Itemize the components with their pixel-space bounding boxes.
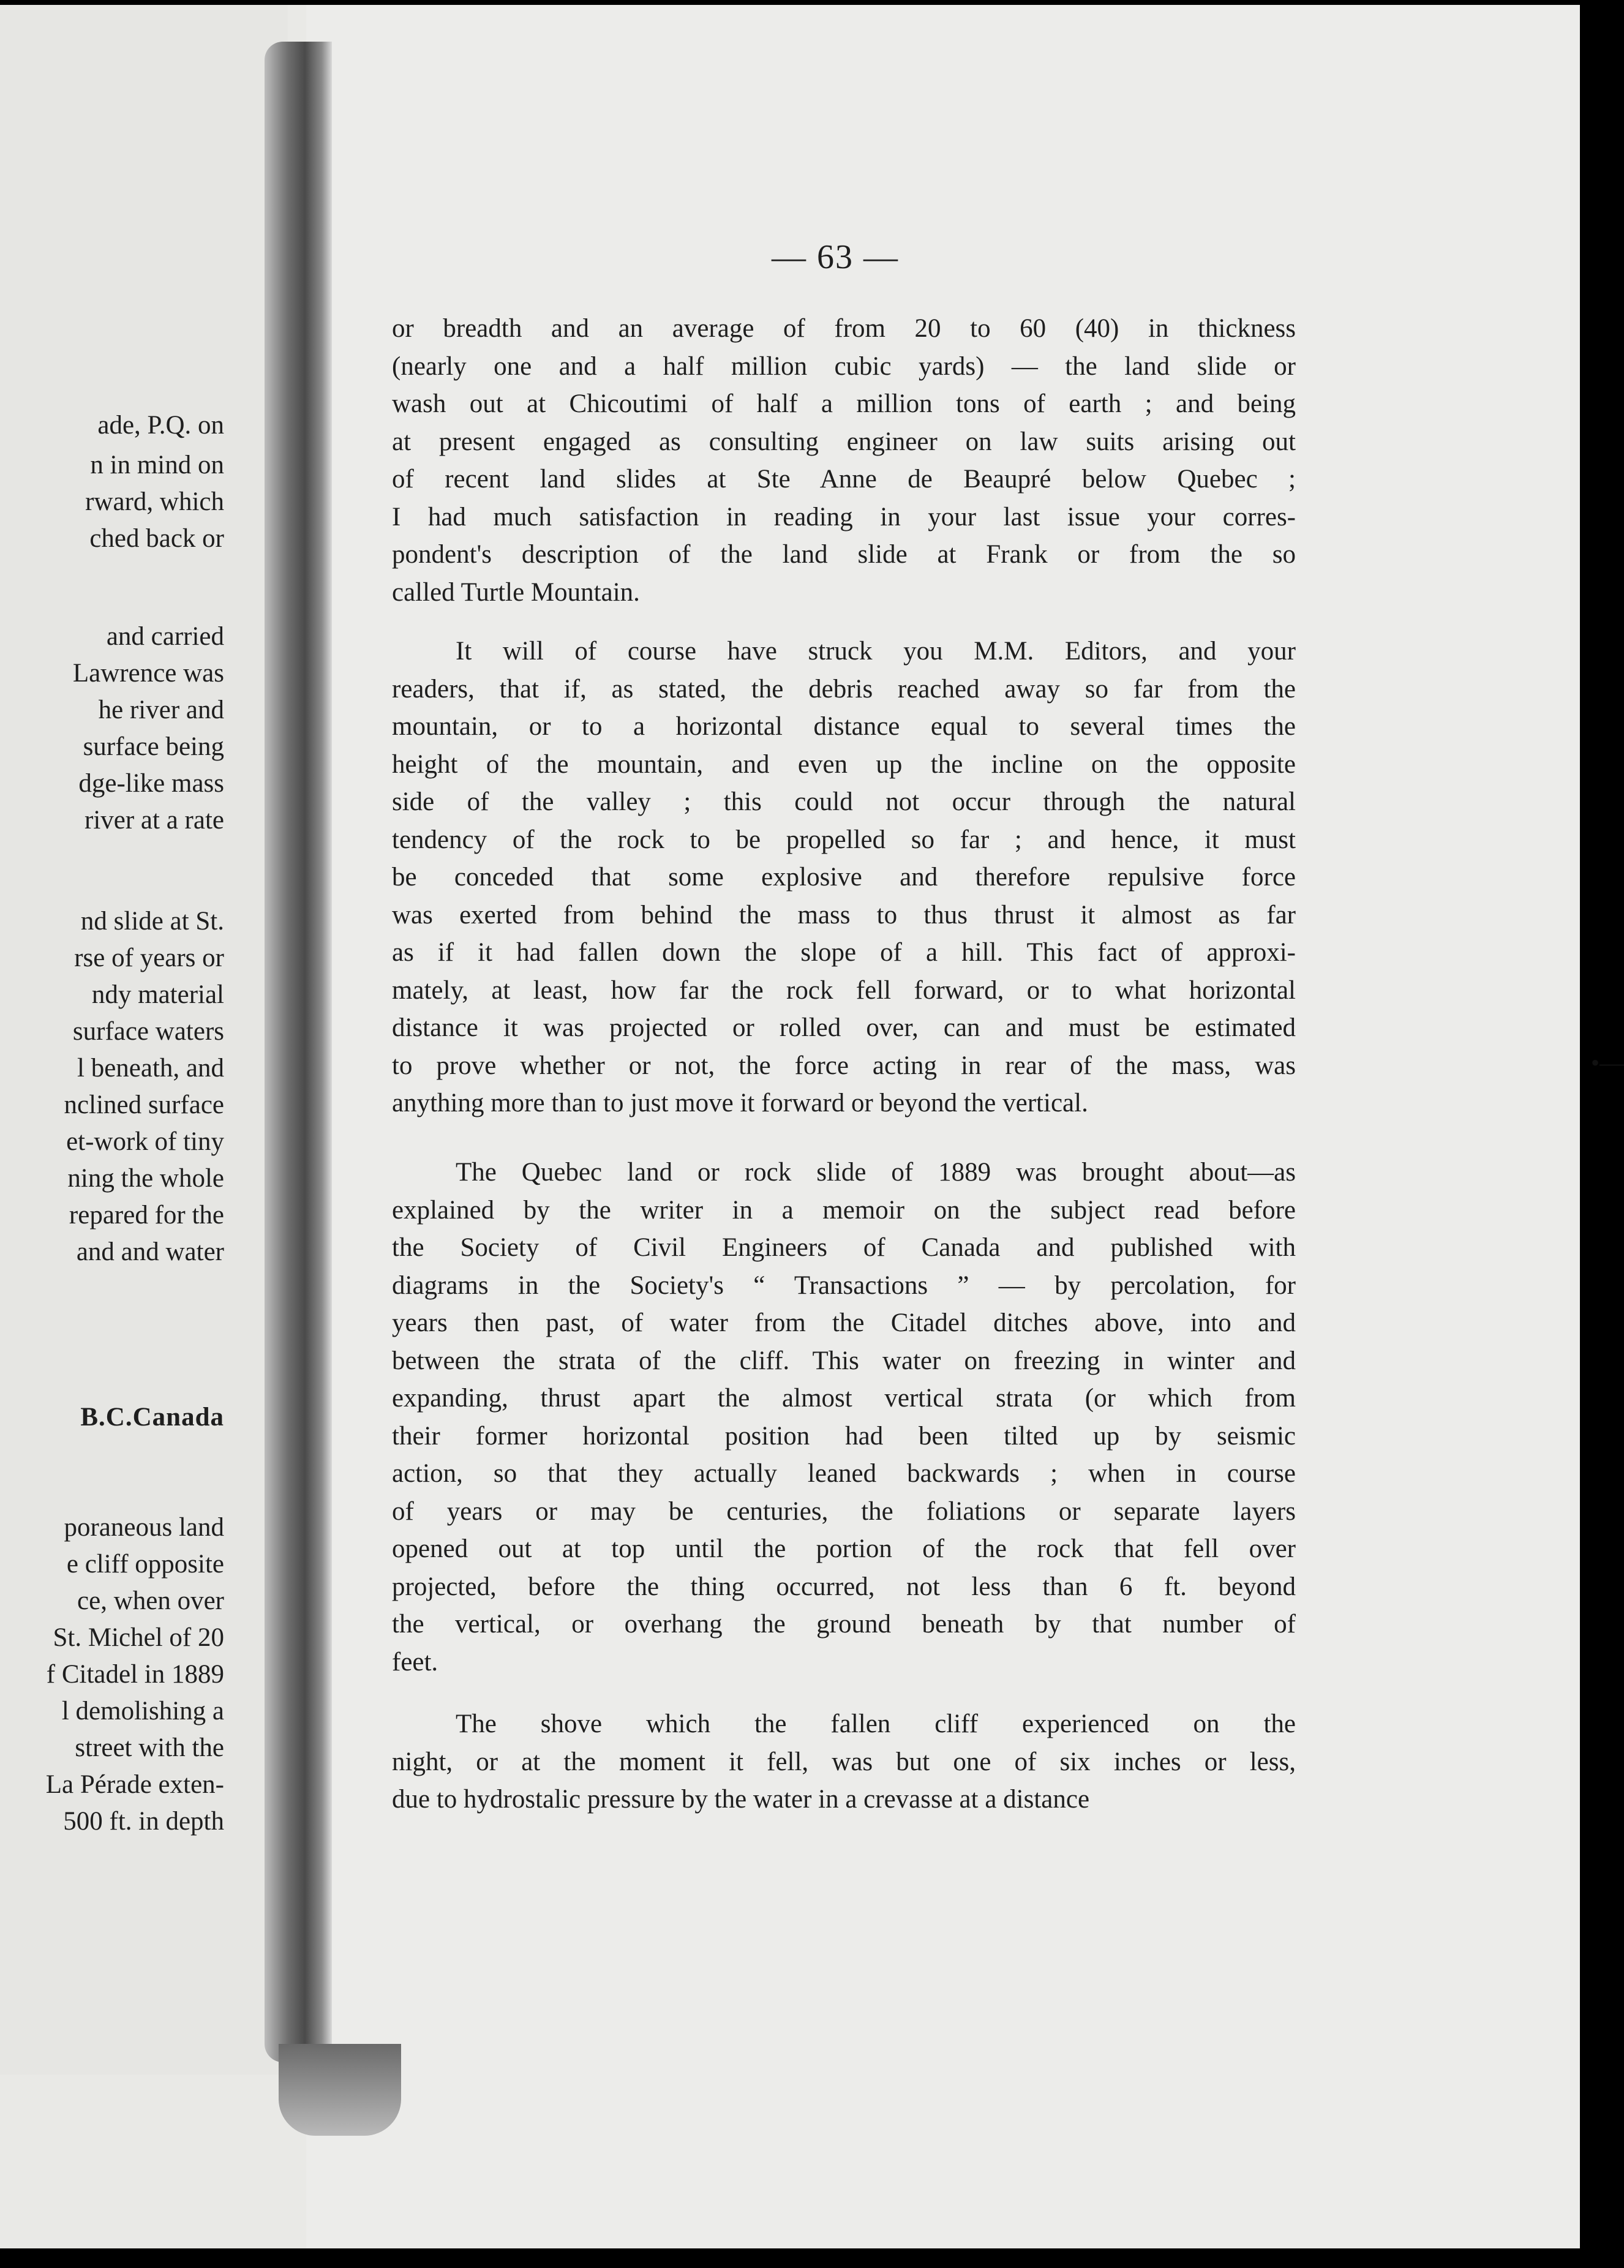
previous-page-line: he river and	[98, 696, 224, 724]
previous-page-line: repared for the	[69, 1201, 224, 1230]
text-line: height of the mountain, and even up the incline on the opposite	[392, 749, 1296, 779]
text-line: (nearly one and a half million cubic yards) — the land slide or	[392, 351, 1296, 381]
previous-page-line: ce, when over	[77, 1586, 224, 1615]
previous-page-line: rward, which	[85, 487, 224, 516]
previous-page-line: n in mind on	[90, 451, 224, 479]
previous-page-line: street with the	[75, 1733, 224, 1762]
paragraph	[392, 1705, 1296, 1819]
text-line: action, so that they actually leaned backwards ; when in course	[392, 1459, 1296, 1488]
text-line: mately, at least, how far the rock fell forward, or to what horizontal	[392, 975, 1296, 1005]
text-line: feet.	[392, 1647, 438, 1677]
text-line: projected, before the thing occurred, not less than 6 ft. beyond	[392, 1572, 1296, 1601]
previous-page-line: ning the whole	[67, 1164, 224, 1193]
text-line: was exerted from behind the mass to thus thrust it almost as far	[392, 900, 1296, 929]
text-line: I had much satisfaction in reading in your last issue your corres-	[392, 502, 1296, 531]
text-line: as if it had fallen down the slope of a hill. This fact of approxi-	[392, 938, 1296, 967]
text-line: tendency of the rock to be propelled so far ; and hence, it must	[392, 825, 1296, 854]
text-line: or breadth and an average of from 20 to 60 (40) in thickness	[392, 314, 1296, 343]
text-line: side of the valley ; this could not occur through the natural	[392, 787, 1296, 816]
previous-page-line: and and water	[76, 1237, 224, 1266]
text-line: between the strata of the cliff. This water on freezing in winter and	[392, 1346, 1296, 1375]
previous-page-line: rse of years or	[74, 944, 224, 972]
previous-page-line: river at a rate	[85, 806, 224, 835]
previous-page-line: Lawrence was	[72, 659, 224, 688]
text-line: the Society of Civil Engineers of Canada and published with	[392, 1233, 1296, 1262]
previous-page-heading: B.C.Canada	[80, 1403, 224, 1432]
text-line: their former horizontal position had been tilted up by seismic	[392, 1421, 1296, 1451]
previous-page-line: and carried	[106, 622, 224, 651]
text-line: distance it was projected or rolled over, can and must be estimated	[392, 1013, 1296, 1042]
paragraph	[392, 633, 1296, 1122]
text-line: of years or may be centuries, the foliations or separate layers	[392, 1496, 1296, 1526]
text-line: due to hydrostalic pressure by the water in a crevasse at a distance	[392, 1785, 1090, 1814]
previous-page-line: La Pérade exten-	[45, 1770, 224, 1799]
text-line: expanding, thrust apart the almost vertical strata (or which from	[392, 1384, 1296, 1413]
previous-page-line: ade, P.Q. on	[97, 411, 224, 440]
text-line: wash out at Chicoutimi of half a million tons of earth ; and being	[392, 389, 1296, 418]
previous-page-line: surface waters	[72, 1017, 224, 1046]
text-line: to prove whether or not, the force acting in rear of the mass, was	[392, 1051, 1296, 1080]
text-line: years then past, of water from the Citadel ditches above, into and	[392, 1309, 1296, 1337]
previous-page-line: ndy material	[91, 980, 224, 1009]
previous-page-line: surface being	[83, 732, 224, 761]
text-line: night, or at the moment it fell, was but one of six inches or less,	[392, 1747, 1296, 1776]
text-line: The shove which the fallen cliff experienced on the	[456, 1710, 1296, 1738]
book-gutter-bottom-shadow	[279, 2044, 401, 2136]
paragraph	[392, 310, 1296, 611]
previous-page-line: nclined surface	[64, 1091, 224, 1119]
text-line: anything more than to just move it forward or beyond the vertical.	[392, 1089, 1088, 1117]
text-line: The Quebec land or rock slide of 1889 was brought about—as	[456, 1158, 1296, 1187]
text-line: the vertical, or overhang the ground beneath by that number of	[392, 1610, 1296, 1639]
previous-page-line: et-work of tiny	[66, 1127, 224, 1156]
previous-page-line: l demolishing a	[61, 1697, 224, 1725]
text-line: diagrams in the Society's “ Transactions ” — by percolation, for	[392, 1271, 1296, 1300]
margin-mark: •—	[1591, 1049, 1624, 1076]
text-line: explained by the writer in a memoir on the subject read before	[392, 1195, 1296, 1225]
text-line: of recent land slides at Ste Anne de Beaupré below Quebec ;	[392, 465, 1296, 494]
text-line: called Turtle Mountain.	[392, 577, 640, 607]
previous-page-line: dge-like mass	[78, 769, 224, 798]
text-line: readers, that if, as stated, the debris reached away so far from the	[392, 674, 1296, 704]
text-line: opened out at top until the portion of the rock that fell over	[392, 1534, 1296, 1563]
book-spread	[0, 5, 1580, 2248]
text-line: be conceded that some explosive and therefore repulsive force	[392, 863, 1296, 892]
previous-page-line: ched back or	[89, 524, 224, 553]
text-line: at present engaged as consulting engineer on law suits arising out	[392, 427, 1296, 456]
paragraph	[392, 1154, 1296, 1681]
previous-page-line: f Citadel in 1889	[46, 1660, 224, 1689]
previous-page-fragment	[0, 5, 288, 2075]
previous-page-line: l beneath, and	[77, 1054, 224, 1083]
previous-page-line: 500 ft. in depth	[63, 1807, 224, 1836]
text-line: mountain, or to a horizontal distance equal to several times the	[392, 712, 1296, 741]
text-line: pondent's description of the land slide at Frank or from the so	[392, 540, 1296, 569]
book-gutter-shadow	[265, 42, 332, 2062]
page-number: — 63 —	[772, 238, 899, 276]
previous-page-line: e cliff opposite	[66, 1550, 224, 1579]
previous-page-line: poraneous land	[64, 1513, 224, 1542]
previous-page-line: St. Michel of 20	[53, 1623, 224, 1652]
previous-page-line: nd slide at St.	[80, 907, 224, 936]
text-line: It will of course have struck you M.M. Editors, and your	[456, 637, 1296, 666]
